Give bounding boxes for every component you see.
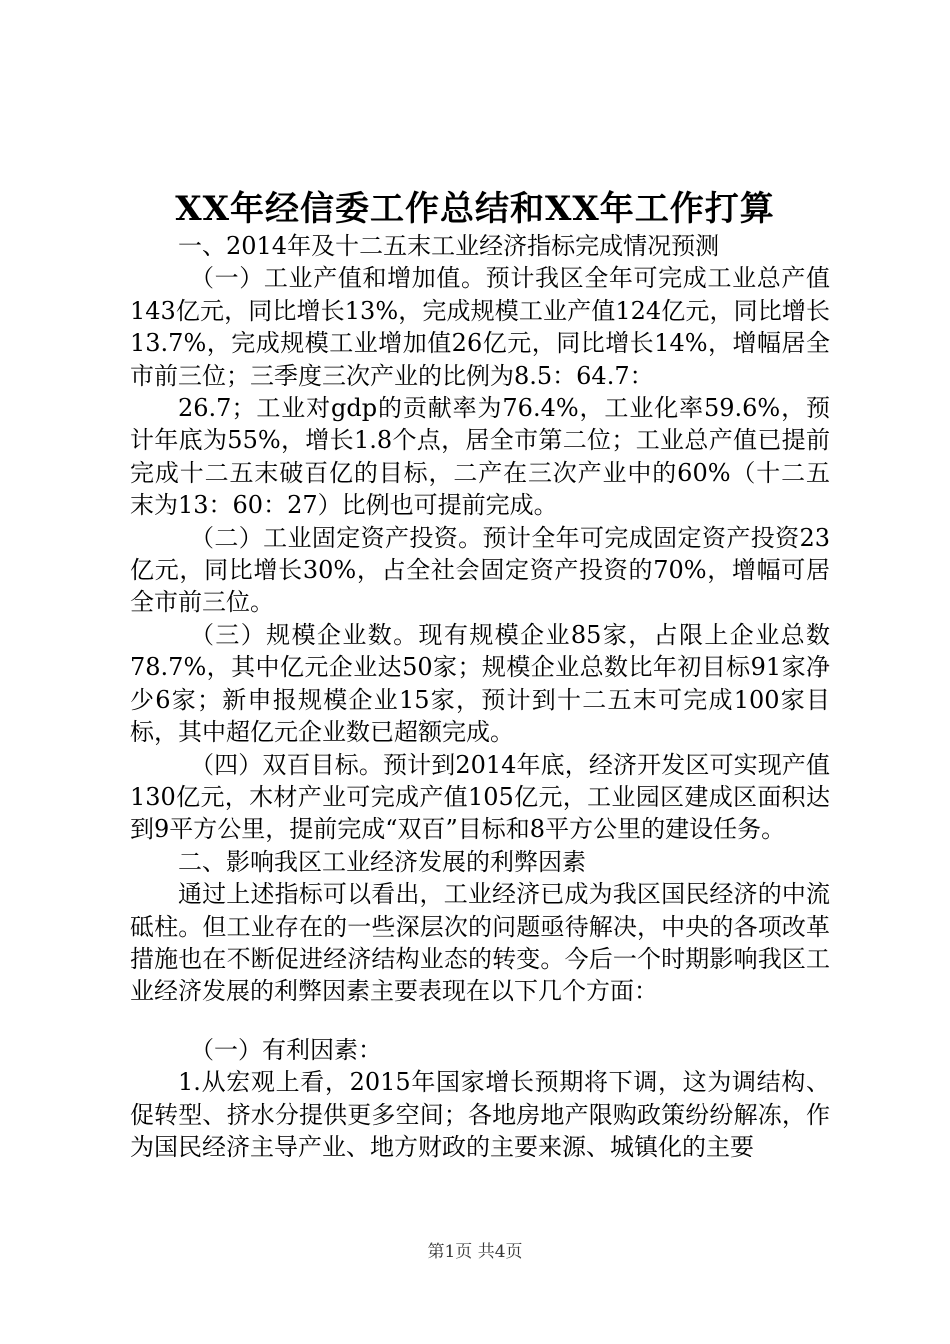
paragraph-double-hundred: （四）双百目标。预计到2014年底，经济开发区可实现产值130亿元，木材产业可完成产值105亿元，工业园区建成区面积达到9平方公里，提前完成“双百”目标和8平方公里的建设任务。 bbox=[130, 750, 830, 844]
paragraph-fixed-investment: （二）工业固定资产投资。预计全年可完成固定资产投资23亿元，同比增长30%，占全社会固定资产投资的70%，增幅可居全市前三位。 bbox=[130, 523, 830, 617]
document-body bbox=[130, 230, 830, 1163]
paragraph-gap bbox=[130, 1008, 830, 1034]
paragraph-output-value: （一）工业产值和增加值。预计我区全年可完成工业总产值143亿元，同比增长13%，完成规模工业产值124亿元，同比增长13.7%，完成规模工业增加值26亿元，同比增长14%，增幅居全市前三位；三季度三次产业的比例为8.5：64.7： bbox=[130, 264, 830, 390]
page-footer: 第1页 共4页 bbox=[427, 1242, 523, 1262]
paragraph-macro-outlook: 1.从宏观上看，2015年国家增长预期将下调，这为调结构、促转型、挤水分提供更多空间；各地房地产限购政策纷纷解冻，作为国民经济主导产业、地方财政的主要来源、城镇化的主要 bbox=[130, 1068, 830, 1161]
subheading-favorable-factors: （一）有利因素： bbox=[190, 1035, 382, 1064]
paragraph-gdp-contribution: 26.7；工业对gdp的贡献率为76.4%，工业化率59.6%，预计年底为55%，增长1.8个点，居全市第二位；工业总产值已提前完成十二五末破百亿的目标，二产在三次产业中的60%（十二五末为13：60：27）比例也可提前完成。 bbox=[130, 394, 830, 520]
document-title: XX年经信委工作总结和XX年工作打算 bbox=[175, 189, 775, 229]
paragraph-enterprise-count: （三）规模企业数。现有规模企业85家，占限上企业总数78.7%，其中亿元企业达50家；规模企业总数比年初目标91家净少6家；新申报规模企业15家，预计到十二五末可完成100家目标，其中超亿元企业数已超额完成。 bbox=[130, 620, 830, 747]
paragraph-factors-intro: 通过上述指标可以看出，工业经济已成为我区国民经济的中流砥柱。但工业存在的一些深层次的问题亟待解决，中央的各项改革措施也在不断促进经济结构业态的转变。今后一个时期影响我区工业经济发展的利弊因素主要表现在以下几个方面： bbox=[130, 880, 830, 1006]
section-heading-2: 二、影响我区工业经济发展的利弊因素 bbox=[178, 847, 586, 876]
section-heading-1: 一、2014年及十二五末工业经济指标完成情况预测 bbox=[178, 232, 720, 260]
